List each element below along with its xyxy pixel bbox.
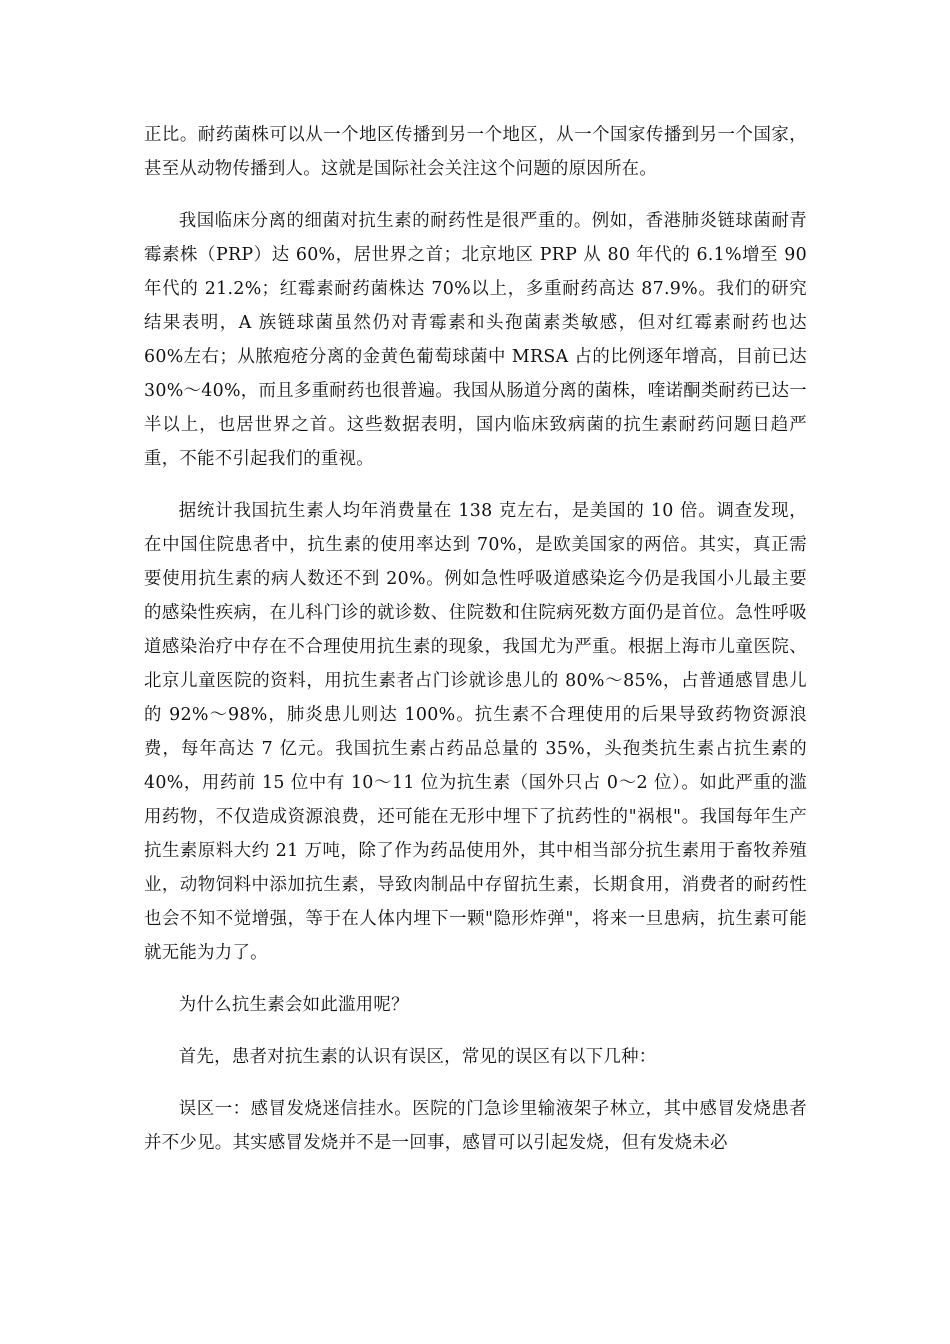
paragraph-continuation: 正比。耐药菌株可以从一个地区传播到另一个地区，从一个国家传播到另一个国家，甚至从动物传播到人。这就是国际社会关注这个问题的原因所在。: [144, 125, 807, 179]
paragraph-question: 为什么抗生素会如此滥用呢？: [178, 995, 409, 1015]
paragraph-misconception-one: 误区一：感冒发烧迷信挂水。医院的门急诊里输液架子林立，其中感冒发烧患者并不少见。其实感冒发烧并不是一回事，感冒可以引起发烧，但有发烧未必: [144, 1099, 807, 1153]
document-body: [144, 118, 807, 1178]
paragraph-consumption-statistics: 据统计我国抗生素人均年消费量在 138 克左右，是美国的 10 倍。调查发现，在中国住院患者中，抗生素的使用率达到 70%，是欧美国家的两倍。其实，真正需要使用抗生素的病人数还不到 20%。例如急性呼吸道感染迄今仍是我国小儿最主要的感染性疾病，在儿科门诊的就诊数、住院数和住院病死数方面仍是首位。急性呼吸道感染治疗中存在不合理使用抗生素的现象，我国尤为严重。根据上海市儿童医院、北京儿童医院的资料，用抗生素者占门诊就诊患儿的 80%～85%，占普通感冒患儿的 92%～98%，肺炎患儿则达 100%。抗生素不合理使用的后果导致药物资源浪费，每年高达 7 亿元。我国抗生素占药品总量的 35%，头孢类抗生素占抗生素的 40%，用药前 15 位中有 10～11 位为抗生素（国外只占 0～2 位）。如此严重的滥用药物，不仅造成资源浪费，还可能在无形中埋下了抗药性的"祸根"。我国每年生产抗生素原料大约 21 万吨，除了作为药品使用外，其中相当部分抗生素用于畜牧养殖业，动物饲料中添加抗生素，导致肉制品中存留抗生素，长期食用，消费者的耐药性也会不知不觉增强，等于在人体内埋下一颗"隐形炸弹"，将来一旦患病，抗生素可能就无能为力了。: [144, 501, 807, 963]
paragraph-resistance-data: 我国临床分离的细菌对抗生素的耐药性是很严重的。例如，香港肺炎链球菌耐青霉素株（PRP）达 60%，居世界之首；北京地区 PRP 从 80 年代的 6.1%增至 90 年代的 21.2%；红霉素耐药菌株达 70%以上，多重耐药高达 87.9%。我们的研究结果表明，A 族链球菌虽然仍对青霉素和头孢菌素类敏感，但对红霉素耐药也达 60%左右；从脓疱疮分离的金黄色葡萄球菌中 MRSA 占的比例逐年增高，目前已达 30%～40%，而且多重耐药也很普遍。我国从肠道分离的菌株，喹诺酮类耐药已达一半以上，也居世界之首。这些数据表明，国内临床致病菌的抗生素耐药问题日趋严重，不能不引起我们的重视。: [144, 211, 807, 469]
paragraph-misconceptions-intro: 首先，患者对抗生素的认识有误区，常见的误区有以下几种：: [178, 1047, 657, 1067]
